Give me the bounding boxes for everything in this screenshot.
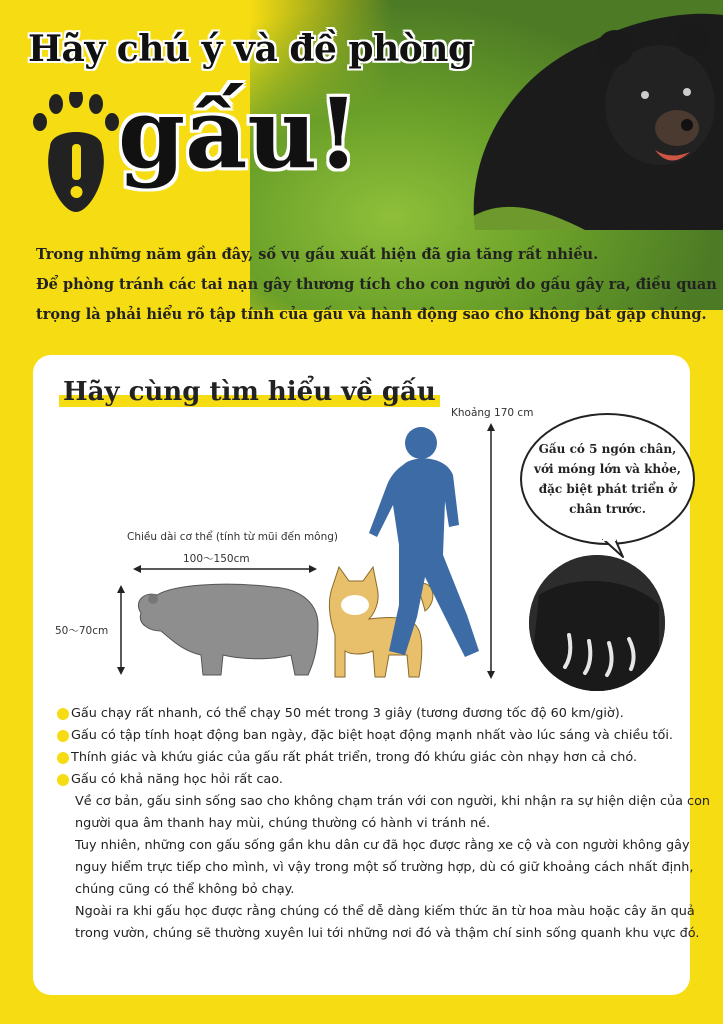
- title-line-2: gấu!: [118, 77, 360, 190]
- fact-item: Gấu có tập tính hoạt động ban ngày, đặc biệt hoạt động mạnh nhất vào lúc sáng và chiều tối.: [57, 725, 677, 747]
- title-line-1: Hãy chú ý và đề phòng: [28, 28, 473, 70]
- intro-line: Để phòng tránh các tai nạn gây thương tích cho con người do gấu gây ra, điều quan: [36, 276, 717, 293]
- detail-line: Về cơ bản, gấu sinh sống sao cho không chạm trán với con người, khi nhận ra sự hiện diện của con: [75, 794, 711, 809]
- fact-item: Gấu có khả năng học hỏi rất cao.: [57, 769, 677, 791]
- detail-line: người qua âm thanh hay mùi, chúng thường có hành vi tránh né.: [75, 816, 491, 831]
- hero-banner: [0, 0, 723, 330]
- bear-height-value: 50〜70cm: [55, 625, 109, 637]
- human-height-value: Khoảng 170 cm: [451, 407, 534, 419]
- detail-line: chúng cũng có thể không bỏ chạy.: [75, 882, 295, 897]
- bubble-text: Gấu có 5 ngón chân, với móng lớn và khỏe, đặc biệt phát triển ở chân trước.: [534, 442, 681, 516]
- intro-text: [36, 240, 717, 330]
- body-length-label: Chiều dài cơ thể (tính từ mũi đến mông): [127, 531, 339, 543]
- intro-line: Trong những năm gần đây, số vụ gấu xuất hiện đã gia tăng rất nhiều.: [36, 246, 599, 263]
- bear-illustration: [138, 584, 318, 675]
- body-length-value: 100〜150cm: [183, 553, 250, 565]
- info-card: [33, 355, 711, 995]
- bear-claw-photo: [529, 555, 665, 691]
- detail-line: Ngoài ra khi gấu học được rằng chúng có thể dễ dàng kiếm thức ăn từ hoa màu hoặc cây ăn quả: [75, 904, 695, 919]
- detail-line: trong vườn, chúng sẽ thường xuyên lui tới những nơi đó và thậm chí sinh sống quanh khu vực đó.: [75, 926, 700, 941]
- detail-line: Tuy nhiên, những con gấu sống gần khu dân cư đã học được rằng xe cộ và con người không gây: [75, 838, 690, 853]
- fact-item: Gấu chạy rất nhanh, có thể chạy 50 mét trong 3 giây (tương đương tốc độ 60 km/giờ).: [57, 703, 677, 725]
- black-bear-photo: [455, 0, 723, 230]
- paw-warning-icon: [30, 92, 122, 216]
- facts-list: [57, 703, 711, 945]
- detail-line: nguy hiểm trực tiếp cho mình, vì vậy trong một số trường hợp, dù có giữ khoảng cách nhất định,: [75, 860, 694, 875]
- section-title: Hãy cùng tìm hiểu về gấu: [59, 377, 440, 407]
- intro-line: trọng là phải hiểu rõ tập tính của gấu và hành động sao cho không bắt gặp chúng.: [36, 306, 707, 323]
- fact-item: Thính giác và khứu giác của gấu rất phát triển, trong đó khứu giác còn nhạy hơn cả chó.: [57, 747, 677, 769]
- claw-speech-bubble: [520, 413, 695, 545]
